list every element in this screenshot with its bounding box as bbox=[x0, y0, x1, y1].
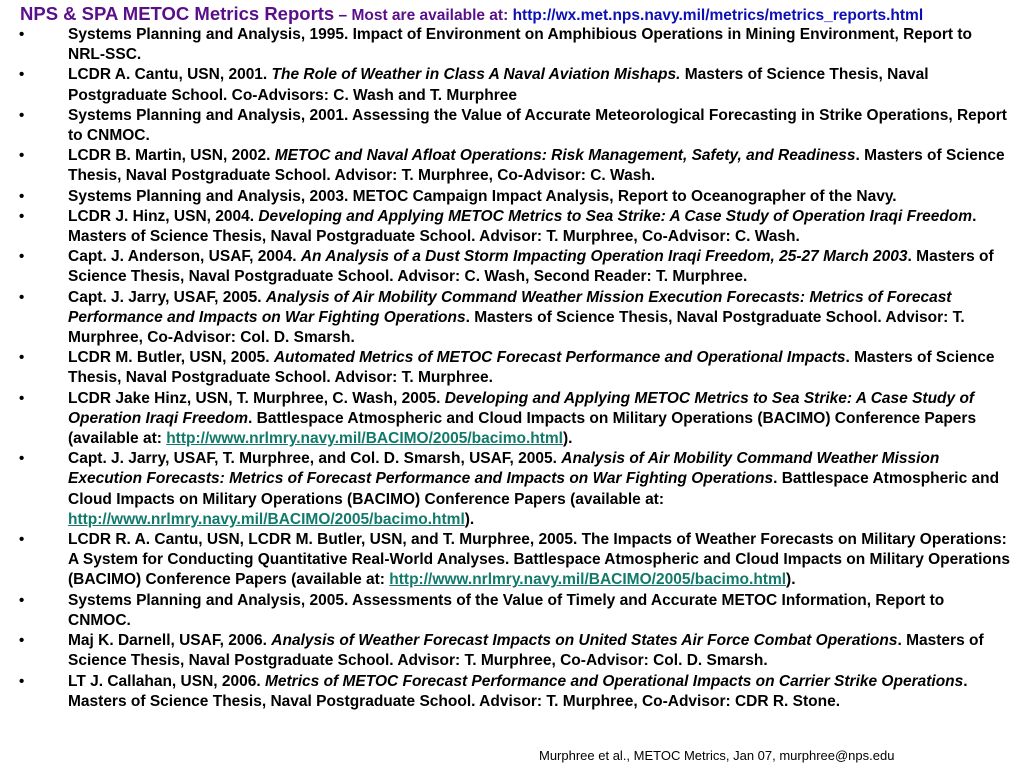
reference-title: Metrics of METOC Forecast Performance and Operational Impacts on Carrier Strike Operations bbox=[264, 672, 964, 690]
bullet-marker: • bbox=[19, 389, 25, 407]
reference-item bbox=[0, 672, 1024, 712]
reference-text: ). bbox=[464, 510, 475, 528]
reference-text: ). bbox=[562, 430, 573, 448]
reference-text: Systems Planning and Analysis, 2001. Assessing the Value of Accurate Meteorological Forecasting in Strike Operations, Report to CNMOC. bbox=[68, 106, 1007, 145]
reference-text: . Battlespace Atmospheric and Cloud Impacts on Military Operations (BACIMO) Conference Papers (available at: bbox=[68, 409, 977, 448]
reference-title: Developing and Applying METOC Metrics to Sea Strike: A Case Study of Operation Iraqi Freedom bbox=[258, 207, 973, 225]
reference-item bbox=[0, 146, 1024, 186]
reference-text: . Masters of Science Thesis, Naval Postgraduate School. Advisor: T. Murphree, Co-Advisor: Col. D. Smarsh. bbox=[68, 632, 984, 670]
reference-item bbox=[0, 25, 1024, 65]
reference-title: METOC and Naval Afloat Operations: Risk Management, Safety, and Readiness bbox=[274, 147, 856, 165]
bullet-marker: • bbox=[19, 106, 25, 124]
title-url-link[interactable]: http://wx.met.nps.navy.mil/metrics/metrics_reports.html bbox=[512, 7, 924, 24]
reference-list bbox=[0, 25, 1024, 712]
reference-text: . Masters of Science Thesis, Naval Postgraduate School. Advisor: T. Murphree, Co-Advisor: Col. D. Smarsh. bbox=[68, 308, 965, 347]
reference-title: Developing and Applying METOC Metrics to Sea Strike: A Case Study of Operation Iraqi Freedom bbox=[68, 389, 975, 427]
reference-title: Automated Metrics of METOC Forecast Performance and Operational Impacts bbox=[273, 349, 846, 367]
reference-text: . Masters of Science Thesis, Naval Postgraduate School. Advisor: T. Murphree, Co-Advisor: C. Wash. bbox=[68, 207, 977, 246]
reference-title: Analysis of Air Mobility Command Weather Mission Execution Forecasts: Metrics of Forecast Performance and Impacts on War Fighting Operations bbox=[68, 450, 940, 488]
reference-text: . Masters of Science Thesis, Naval Postgraduate School. Advisor: T. Murphree, Co-Advisor: C. Wash. bbox=[68, 147, 1005, 185]
reference-item bbox=[0, 187, 1024, 207]
reference-text: . Battlespace Atmospheric and Cloud Impacts on Military Operations (BACIMO) Conference Papers (available at: bbox=[68, 470, 1000, 508]
reference-title: The Role of Weather in Class A Naval Aviation Mishaps. bbox=[271, 66, 681, 84]
reference-item bbox=[0, 631, 1024, 671]
bullet-marker: • bbox=[19, 531, 25, 549]
reference-text: Capt. J. Jarry, USAF, T. Murphree, and Col. D. Smarsh, USAF, 2005. bbox=[68, 450, 562, 468]
reference-text: LCDR Jake Hinz, USN, T. Murphree, C. Wash, 2005. bbox=[68, 389, 445, 407]
reference-text: Systems Planning and Analysis, 2003. METOC Campaign Impact Analysis, Report to Oceanographer of the Navy. bbox=[68, 187, 897, 205]
bacimo-link[interactable]: http://www.nrlmry.navy.mil/BACIMO/2005/bacimo.html bbox=[68, 510, 465, 528]
footer-credit: Murphree et al., METOC Metrics, Jan 07, murphree@nps.edu bbox=[539, 748, 895, 763]
bacimo-link[interactable]: http://www.nrlmry.navy.mil/BACIMO/2005/bacimo.html bbox=[389, 571, 787, 589]
reference-text: . Masters of Science Thesis, Naval Postgraduate School. Advisor: T. Murphree. bbox=[68, 349, 995, 387]
reference-item bbox=[0, 530, 1024, 591]
bullet-marker: • bbox=[19, 632, 25, 650]
reference-text: . Masters of Science Thesis, Naval Postgraduate School. Advisor: T. Murphree, Co-Advisor: CDR R. Stone. bbox=[68, 672, 968, 710]
reference-text: Masters of Science Thesis, Naval Postgraduate School. Co-Advisors: C. Wash and T. Murphree bbox=[68, 66, 929, 104]
reference-item bbox=[0, 389, 1024, 450]
reference-text: Systems Planning and Analysis, 1995. Impact of Environment on Amphibious Operations in Mining Environment, Report to NRL-SSC. bbox=[68, 26, 973, 64]
reference-title: Analysis of Weather Forecast Impacts on United States Air Force Combat Operations bbox=[271, 632, 898, 650]
bullet-marker: • bbox=[19, 147, 25, 165]
reference-item bbox=[0, 288, 1024, 349]
reference-item bbox=[0, 106, 1024, 146]
reference-text: Capt. J. Jarry, USAF, 2005. bbox=[68, 288, 266, 306]
bullet-marker: • bbox=[19, 66, 25, 84]
bullet-marker: • bbox=[19, 450, 25, 468]
page-title bbox=[20, 3, 1020, 27]
reference-text: Capt. J. Anderson, USAF, 2004. bbox=[68, 248, 301, 266]
reference-item bbox=[0, 207, 1024, 247]
bullet-marker: • bbox=[19, 288, 25, 306]
reference-item bbox=[0, 348, 1024, 388]
reference-item bbox=[0, 247, 1024, 287]
reference-text: . Masters of Science Thesis, Naval Postgraduate School. Advisor: C. Wash, Second Reader: T. Murphree. bbox=[68, 248, 994, 286]
reference-item bbox=[0, 449, 1024, 530]
reference-item bbox=[0, 591, 1024, 631]
bullet-marker: • bbox=[19, 248, 25, 266]
reference-text: LT J. Callahan, USN, 2006. bbox=[68, 672, 265, 690]
reference-text: LCDR J. Hinz, USN, 2004. bbox=[68, 207, 259, 225]
reference-title: An Analysis of a Dust Storm Impacting Operation Iraqi Freedom, 25-27 March 2003 bbox=[300, 248, 908, 266]
reference-text: ). bbox=[786, 571, 796, 589]
bacimo-link[interactable]: http://www.nrlmry.navy.mil/BACIMO/2005/bacimo.html bbox=[166, 430, 563, 448]
title-subtitle: – Most are available at: bbox=[334, 7, 513, 24]
title-main: NPS & SPA METOC Metrics Reports bbox=[20, 3, 335, 24]
reference-text: Systems Planning and Analysis, 2005. Assessments of the Value of Timely and Accurate METOC Information, Report to CNMOC. bbox=[68, 591, 945, 629]
bullet-marker: • bbox=[19, 207, 25, 225]
reference-item bbox=[0, 65, 1024, 105]
bullet-marker: • bbox=[19, 672, 25, 690]
reference-text: LCDR B. Martin, USN, 2002. bbox=[68, 147, 275, 165]
bullet-marker: • bbox=[19, 591, 25, 609]
reference-text: LCDR M. Butler, USN, 2005. bbox=[68, 349, 274, 367]
bullet-marker: • bbox=[19, 187, 25, 205]
bullet-marker: • bbox=[19, 349, 25, 367]
bullet-marker: • bbox=[19, 26, 25, 43]
reference-text: Maj K. Darnell, USAF, 2006. bbox=[68, 632, 272, 650]
reference-text: LCDR R. A. Cantu, USN, LCDR M. Butler, USN, and T. Murphree, 2005. The Impacts of Weather Forecasts on Military Operations: A System for Conducting Quantitative Real-World Analyses. Battlespace Atmospheric and Cloud Impacts on Military Operations (BACIMO) Conference Papers (available at: bbox=[68, 531, 1010, 589]
reference-text: LCDR A. Cantu, USN, 2001. bbox=[68, 66, 272, 84]
reference-title: Analysis of Air Mobility Command Weather Mission Execution Forecasts: Metrics of Forecast Performance and Impacts on War Fighting Operations bbox=[68, 288, 952, 326]
